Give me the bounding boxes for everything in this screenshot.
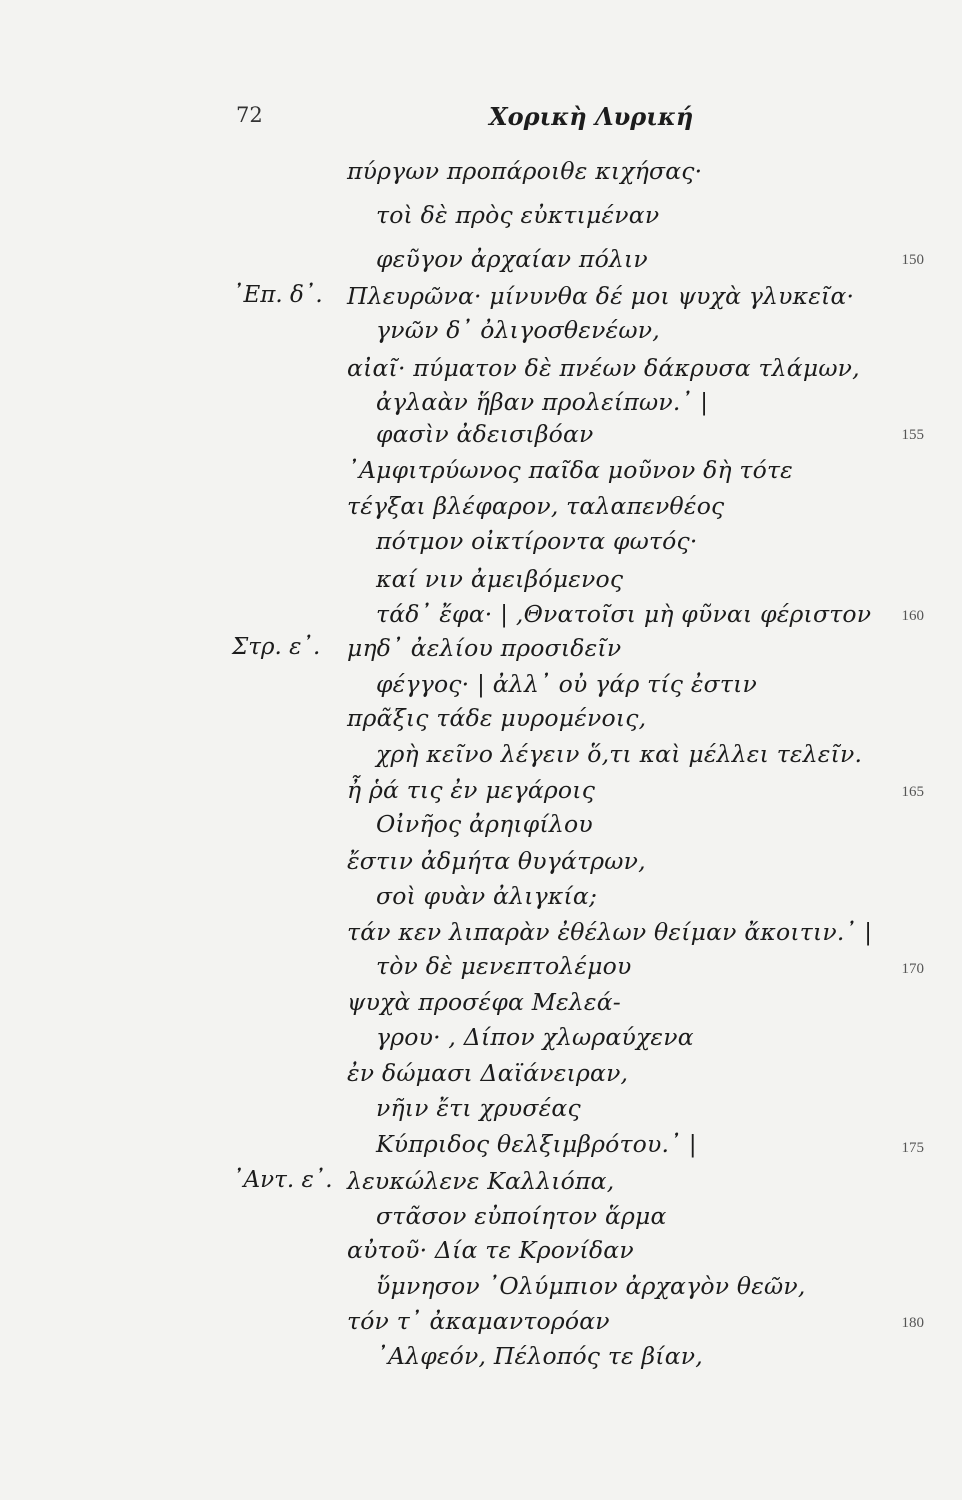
verse-line: χρὴ κεῖνο λέγειν ὅ,τι καὶ μέλλει τελεῖν. <box>376 740 863 768</box>
section-marker-antistrophe: ᾿Αντ. ε᾿. <box>232 1167 333 1193</box>
verse-line: τὸν δὲ μενεπτολέμου <box>376 952 632 980</box>
section-marker-epode: ᾿Επ. δ᾿. <box>232 282 323 308</box>
verse-line: γνῶν δ᾿ ὀλιγοσθενέων, <box>376 316 660 344</box>
verse-line: τάν κεν λιπαρὰν ἐθέλων θείμαν ἄκοιτιν.᾿ | <box>347 918 873 946</box>
verse-line: ἦ ῥά τις ἐν μεγάροις <box>347 776 596 804</box>
verse-line: γρου· , Δίπον χλωραύχενα <box>376 1023 694 1051</box>
verse-line: Κύπριδος θελξιμβρότου.᾿ | <box>376 1130 697 1158</box>
line-number: 150 <box>901 252 924 268</box>
page-number: 72 <box>236 103 263 127</box>
section-marker-strophe: Στρ. ε᾿. <box>232 634 321 660</box>
verse-line: λευκώλενε Καλλιόπα, <box>347 1167 615 1195</box>
verse-line: νῆιν ἔτι χρυσέας <box>376 1094 581 1122</box>
line-number: 155 <box>901 427 924 443</box>
verse-line: τοὶ δὲ πρὸς εὐκτιμέναν <box>376 201 660 229</box>
line-number: 180 <box>901 1315 924 1331</box>
verse-line: Οἰνῆος ἀρηιφίλου <box>376 810 593 838</box>
line-number: 160 <box>901 608 924 624</box>
verse-line: πρᾶξις τάδε μυρομένοις, <box>347 704 647 732</box>
verse-line: ᾿Αλφεόν, Πέλοπός τε βίαν, <box>376 1342 703 1370</box>
verse-line: τέγξαι βλέφαρον, ταλαπενθέος <box>347 492 725 520</box>
verse-line: στᾶσον εὐποίητον ἅρμα <box>376 1202 667 1230</box>
verse-line: πύργων προπάροιθε κιχήσας· <box>347 157 703 185</box>
verse-line: φασὶν ἀδεισιβόαν <box>376 420 594 448</box>
line-number: 175 <box>901 1140 924 1156</box>
verse-line: σοὶ φυὰν ἀλιγκία; <box>376 882 598 910</box>
verse-line: τάδ᾿ ἔφα· | ,Θνατοῖσι μὴ φῦναι φέριστον <box>376 600 872 628</box>
running-title: Χορικὴ Λυρική <box>489 102 694 131</box>
verse-line: ἀγλαὰν ἥβαν προλείπων.᾿ | <box>376 388 709 416</box>
verse-line: ᾿Αμφιτρύωνος παῖδα μοῦνον δὴ τότε <box>347 456 793 484</box>
verse-line: ὕμνησον ᾿Ολύμπιον ἀρχαγὸν θεῶν, <box>376 1272 806 1300</box>
line-number: 165 <box>901 784 924 800</box>
verse-line: ἔστιν ἀδμήτα θυγάτρων, <box>347 847 646 875</box>
verse-line: φεῦγον ἀρχαίαν πόλιν <box>376 245 648 273</box>
verse-line: ἐν δώμασι Δαϊάνειραν, <box>347 1059 629 1087</box>
verse-line: μηδ᾿ ἀελίου προσιδεῖν <box>347 634 622 662</box>
verse-line: αὐτοῦ· Δία τε Κρονίδαν <box>347 1236 634 1264</box>
verse-line: ψυχὰ προσέφα Μελεά- <box>347 988 621 1016</box>
verse-line: τόν τ᾿ ἀκαμαντορόαν <box>347 1307 610 1335</box>
verse-line: Πλευρῶνα· μίνυνθα δέ μοι ψυχὰ γλυκεῖα· <box>347 282 855 310</box>
line-number: 170 <box>901 961 924 977</box>
verse-line: φέγγος· | ἀλλ᾿ οὐ γάρ τίς ἐστιν <box>376 670 757 698</box>
verse-line: αἰαῖ· πύματον δὲ πνέων δάκρυσα τλάμων, <box>347 354 860 382</box>
verse-line: καί νιν ἀμειβόμενος <box>376 565 624 593</box>
verse-line: πότμον οἰκτίροντα φωτός· <box>376 527 698 555</box>
